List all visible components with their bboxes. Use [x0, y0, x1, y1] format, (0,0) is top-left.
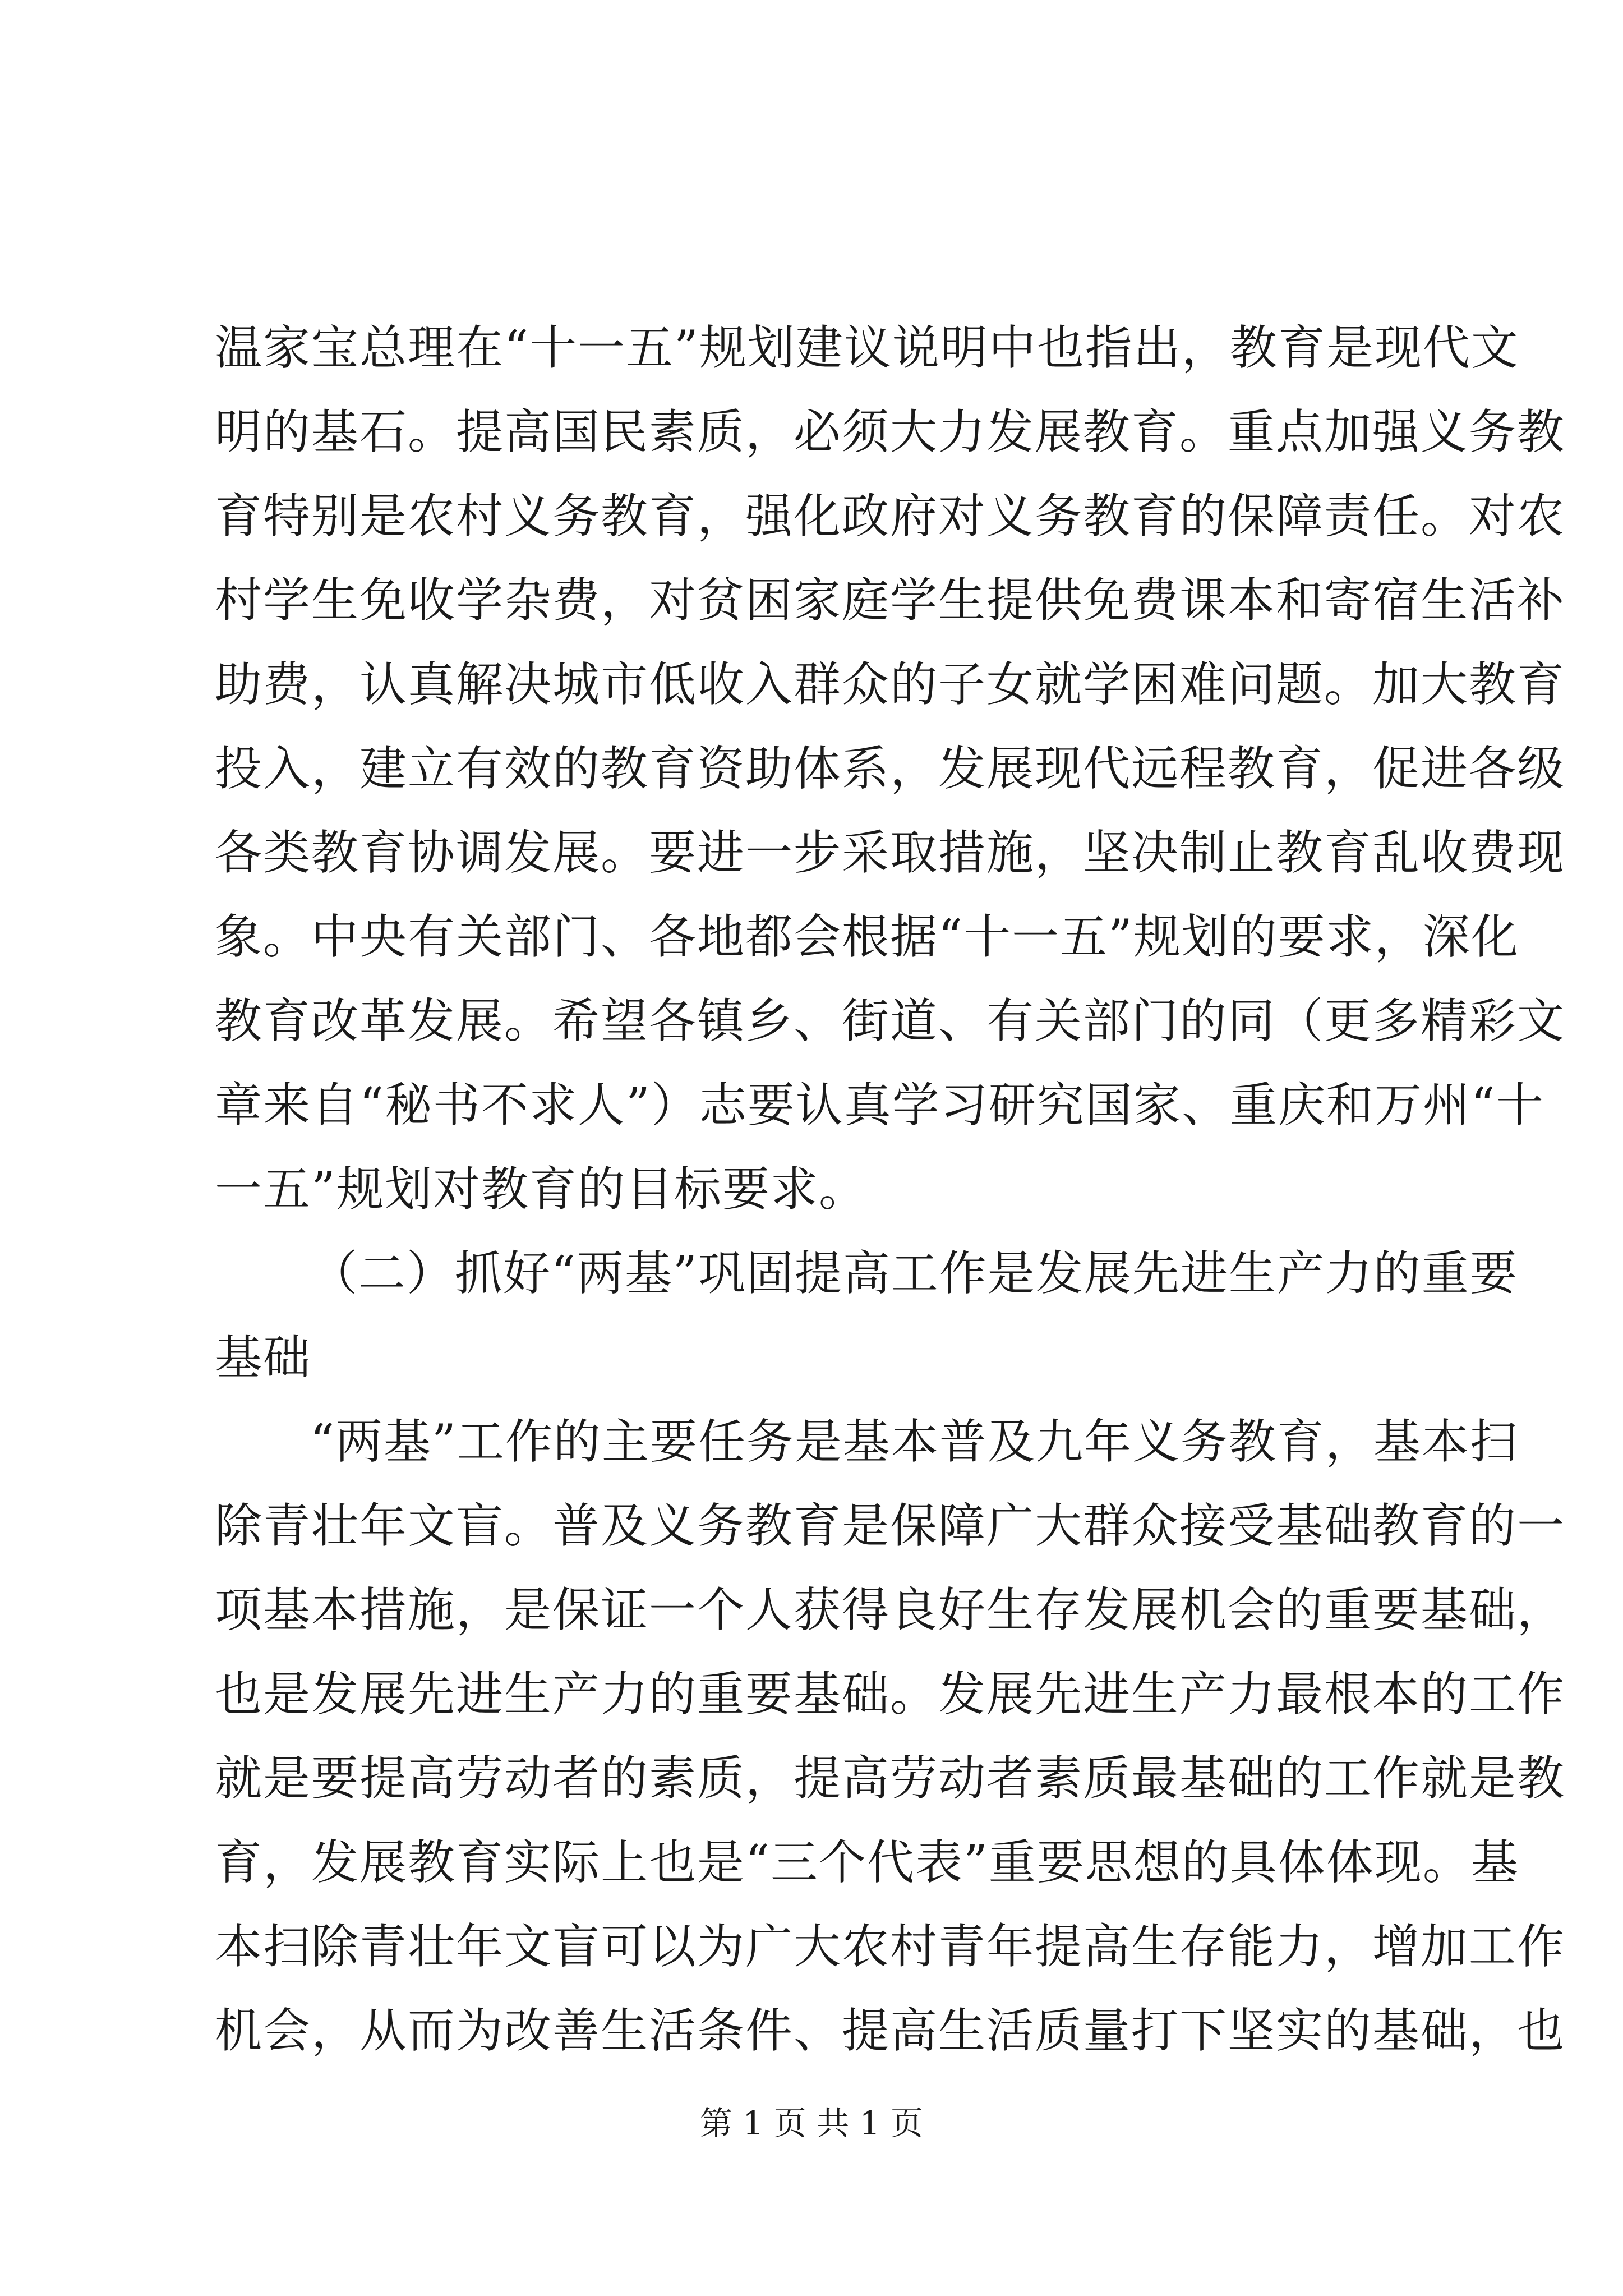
paragraph-line: 投入，建立有效的教育资助体系，发展现代远程教育，促进各级 — [215, 741, 1566, 796]
paragraph-line: “两基”工作的主要任务是基本普及九年义务教育，基本扫 — [310, 1414, 1518, 1469]
paragraph-line: 也是发展先进生产力的重要基础。发展先进生产力最根本的工作 — [215, 1667, 1566, 1722]
paragraph-line: 育特别是农村义务教育，强化政府对义务教育的保障责任。对农 — [215, 489, 1566, 544]
section-heading-line: （二）抓好“两基”巩固提高工作是发展先进生产力的重要 — [310, 1246, 1518, 1301]
paragraph-line: 各类教育协调发展。要进一步采取措施，坚决制止教育乱收费现 — [215, 825, 1566, 880]
paragraph-line: 村学生免收学杂费，对贫困家庭学生提供免费课本和寄宿生活补 — [215, 573, 1566, 628]
paragraph-line: 章来自“秘书不求人”）志要认真学习研究国家、重庆和万州“十 — [215, 1078, 1544, 1133]
paragraph-line: 助费，认真解决城市低收入群众的子女就学困难问题。加大教育 — [215, 657, 1566, 712]
paragraph-line: 除青壮年文盲。普及义务教育是保障广大群众接受基础教育的一 — [215, 1498, 1566, 1553]
paragraph-line: 机会，从而为改善生活条件、提高生活质量打下坚实的基础，也 — [215, 2003, 1566, 2058]
paragraph-line: 本扫除青壮年文盲可以为广大农村青年提高生存能力，增加工作 — [215, 1919, 1566, 1974]
paragraph-line: 就是要提高劳动者的素质，提高劳动者素质最基础的工作就是教 — [215, 1751, 1566, 1806]
section-heading-line: 基础 — [215, 1330, 312, 1385]
paragraph-line: 温家宝总理在“十一五”规划建议说明中也指出，教育是现代文 — [215, 320, 1519, 375]
paragraph-line: 象。中央有关部门、各地都会根据“十一五”规划的要求，深化 — [215, 909, 1519, 964]
paragraph-line: 明的基石。提高国民素质，必须大力发展教育。重点加强义务教 — [215, 404, 1566, 459]
page-number-footer: 第 1 页 共 1 页 — [700, 2104, 923, 2142]
paragraph-line: 育，发展教育实际上也是“三个代表”重要思想的具体体现。基 — [215, 1835, 1519, 1890]
paragraph-line: 一五”规划对教育的目标要求。 — [215, 1162, 867, 1217]
paragraph-line: 项基本措施，是保证一个人获得良好生存发展机会的重要基础， — [215, 1582, 1566, 1637]
paragraph-line: 教育改革发展。希望各镇乡、街道、有关部门的同（更多精彩文 — [215, 993, 1566, 1048]
